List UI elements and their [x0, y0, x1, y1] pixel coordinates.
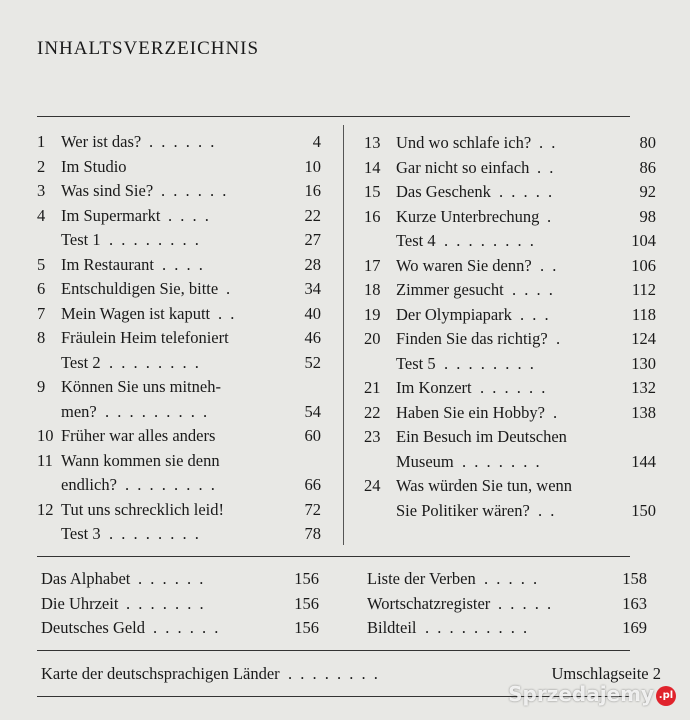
toc-entry-number: 21	[364, 378, 381, 397]
toc-entry-dots: . . . . . . . .	[444, 231, 536, 250]
toc-entry[interactable]	[37, 302, 321, 326]
toc-entry[interactable]	[364, 254, 656, 278]
toc-entry-number: 20	[364, 329, 381, 348]
toc-entry-page: 66	[304, 475, 321, 494]
toc-entry-number: 3	[37, 181, 46, 200]
toc-entry-title: men?	[61, 401, 97, 421]
toc-entry[interactable]	[37, 473, 321, 497]
toc-entry-title: Fräulein Heim telefoniert	[61, 328, 229, 347]
toc-entry-title: Finden Sie das richtig?	[396, 329, 548, 348]
toc-entry-number: 17	[364, 255, 381, 275]
toc-entry-number: 5	[37, 254, 46, 274]
toc-entry-title: Früher war alles anders	[61, 426, 216, 445]
toc-entry-page: 156	[294, 618, 319, 637]
toc-entry-dots: . .	[537, 157, 556, 177]
toc-entry-number: 1	[37, 132, 46, 151]
toc-entry-title: Und wo schlafe ich?	[396, 133, 532, 152]
appendix-divider	[37, 556, 630, 557]
toc-entry-title: Können Sie uns mitneh-	[61, 377, 221, 396]
toc-entry[interactable]	[41, 616, 319, 640]
toc-entry-dots: . . . .	[512, 280, 555, 299]
toc-entry[interactable]	[364, 205, 656, 229]
toc-entry-page: 144	[631, 451, 656, 471]
toc-entry-title: Wo waren Sie denn?	[396, 255, 532, 275]
toc-entry-dots: . . .	[520, 304, 551, 324]
toc-entry-page: 124	[631, 329, 656, 348]
toc-entry-dots: .	[553, 402, 560, 422]
page-title: INHALTSVERZEICHNIS	[37, 38, 260, 59]
toc-entry-dots: . . . . . . . . .	[105, 401, 210, 421]
toc-entry-title: Kurze Unterbrechung	[396, 206, 540, 226]
toc-entry-dots: . . . . .	[499, 182, 555, 201]
top-divider	[37, 116, 630, 117]
toc-entry-dots: . . . . .	[484, 569, 540, 588]
toc-entry-page: 158	[622, 569, 647, 588]
toc-entry[interactable]	[37, 277, 321, 301]
toc-entry[interactable]	[364, 499, 656, 523]
toc-entry-title: Bildteil	[367, 618, 417, 637]
toc-entry-page: 28	[304, 254, 321, 274]
toc-entry-page: 16	[304, 181, 321, 200]
toc-entry-title: Die Uhrzeit	[41, 593, 119, 613]
toc-entry-title: Wortschatzregister	[367, 593, 491, 613]
toc-entry-page: 54	[304, 401, 321, 421]
toc-entry-title: Zimmer gesucht	[396, 280, 504, 299]
toc-entry[interactable]	[364, 156, 656, 180]
toc-entry-dots: .	[226, 279, 233, 298]
toc-entry-number: 6	[37, 279, 46, 298]
toc-entry-page: 22	[304, 205, 321, 225]
toc-entry[interactable]	[364, 352, 656, 376]
toc-entry-dots: . . . .	[162, 254, 205, 274]
toc-entry-dots: . .	[538, 500, 557, 520]
toc-entry[interactable]	[41, 567, 319, 591]
toc-entry[interactable]	[364, 131, 656, 155]
toc-entry-page: 156	[294, 593, 319, 613]
toc-entry-page: 46	[304, 328, 321, 347]
toc-entry-title: Im Konzert	[396, 378, 472, 397]
toc-entry-number: 9	[37, 377, 46, 396]
toc-entry[interactable]	[364, 401, 656, 425]
toc-entry-dots: . . . . . .	[149, 132, 217, 151]
toc-entry-dots: . . . .	[168, 205, 211, 225]
toc-entry-title: Wer ist das?	[61, 132, 142, 151]
toc-entry-page: 104	[631, 231, 656, 250]
footer-entry-page: Umschlagseite 2	[551, 664, 661, 683]
toc-entry-dots: . . . . . .	[480, 378, 548, 397]
toc-entry-page: 4	[312, 132, 321, 151]
toc-entry-title: Das Alphabet	[41, 569, 131, 588]
toc-entry[interactable]	[367, 592, 647, 616]
toc-entry-page: 156	[294, 569, 319, 588]
toc-entry-page: 10	[304, 156, 321, 176]
footer-entry-title: Karte der deutschsprachigen Länder	[41, 664, 280, 683]
toc-entry-title: Haben Sie ein Hobby?	[396, 402, 545, 422]
toc-entry[interactable]	[37, 130, 321, 154]
toc-entry-title: Im Restaurant	[61, 254, 155, 274]
toc-entry[interactable]	[41, 592, 319, 616]
toc-entry-title: Test 4	[396, 231, 436, 250]
toc-entry-number: 11	[37, 450, 53, 470]
toc-entry[interactable]	[364, 278, 656, 302]
toc-entry-title: Deutsches Geld	[41, 618, 146, 637]
toc-entry-number: 2	[37, 156, 46, 176]
watermark-badge: .pl	[656, 686, 676, 706]
toc-entry-title: Sie Politiker wären?	[396, 500, 530, 520]
toc-entry-dots: . . . . . . .	[126, 593, 206, 613]
toc-entry-title: Das Geschenk	[396, 182, 491, 201]
toc-entry-number: 18	[364, 280, 381, 299]
toc-entry-page: 60	[304, 426, 321, 445]
toc-entry-number: 19	[364, 304, 381, 324]
toc-entry-title: Museum	[396, 451, 454, 471]
toc-entry-page: 169	[622, 618, 647, 637]
toc-entry-title: Entschuldigen Sie, bitte	[61, 279, 219, 298]
toc-entry[interactable]	[367, 567, 647, 591]
toc-entry-dots: . . . . . .	[161, 181, 229, 200]
toc-entry[interactable]	[364, 450, 656, 474]
toc-entry-page: 40	[304, 303, 321, 323]
toc-entry-page: 80	[639, 133, 656, 152]
toc-entry-title: Gar nicht so einfach	[396, 157, 530, 177]
toc-entry-number: 15	[364, 182, 381, 201]
toc-entry[interactable]	[364, 229, 656, 253]
toc-entry[interactable]	[37, 155, 321, 179]
toc-entry-number: 13	[364, 133, 381, 152]
toc-entry-number: 4	[37, 205, 46, 225]
toc-entry[interactable]	[364, 303, 656, 327]
toc-entry[interactable]	[364, 327, 656, 351]
toc-entry-number: 24	[364, 476, 381, 495]
toc-entry[interactable]	[367, 616, 647, 640]
toc-entry-page: 106	[631, 255, 656, 275]
toc-entry-page: 118	[631, 304, 656, 324]
toc-entry-dots: . . . . . . . .	[109, 230, 201, 249]
toc-entry[interactable]	[37, 449, 321, 473]
toc-entry-page: 112	[631, 280, 656, 299]
toc-entry-page: 72	[304, 499, 321, 519]
toc-entry-page: 78	[304, 524, 321, 543]
toc-entry-number: 23	[364, 427, 381, 446]
toc-entry-title: Was sind Sie?	[61, 181, 154, 200]
toc-entry-page: 132	[631, 378, 656, 397]
toc-entry-title: Ein Besuch im Deutschen	[396, 427, 567, 446]
toc-entry[interactable]	[37, 498, 321, 522]
toc-entry-dots: .	[556, 329, 563, 348]
toc-entry-page: 34	[304, 279, 321, 298]
toc-entry-title: Im Supermarkt	[61, 205, 161, 225]
toc-entry-dots: . .	[540, 255, 559, 275]
toc-entry-dots: . . . . . . . .	[109, 352, 201, 372]
toc-entry[interactable]	[37, 204, 321, 228]
toc-entry-title: Test 5	[396, 353, 436, 373]
toc-entry-number: 10	[37, 426, 54, 445]
toc-entry-dots: . . . . . . . . .	[425, 618, 530, 637]
toc-entry-dots: . .	[539, 133, 558, 152]
toc-entry[interactable]	[37, 253, 321, 277]
toc-entry-title: Wann kommen sie denn	[61, 450, 220, 470]
toc-entry-page: 86	[639, 157, 656, 177]
toc-entry[interactable]	[364, 474, 656, 498]
toc-entry-dots: .	[547, 206, 554, 226]
toc-entry[interactable]	[364, 425, 656, 449]
toc-entry-number: 22	[364, 402, 381, 422]
toc-entry-number: 16	[364, 206, 381, 226]
toc-entry-title: Test 3	[61, 524, 101, 543]
toc-entry-number: 12	[37, 499, 54, 519]
toc-entry-dots: . . . . . .	[138, 569, 206, 588]
toc-entry-title: Test 1	[61, 230, 101, 249]
toc-entry-title: Test 2	[61, 352, 101, 372]
toc-entry[interactable]	[37, 522, 321, 546]
toc-entry[interactable]	[364, 376, 656, 400]
toc-entry-title: Im Studio	[61, 156, 127, 176]
toc-entry-number: 7	[37, 303, 46, 323]
toc-entry[interactable]	[37, 351, 321, 375]
toc-entry[interactable]	[37, 400, 321, 424]
toc-entry-page: 98	[639, 206, 656, 226]
toc-entry-page: 92	[639, 182, 656, 201]
toc-entry-page: 138	[631, 402, 656, 422]
toc-entry-title: Der Olympiapark	[396, 304, 512, 324]
toc-entry-dots: . .	[218, 303, 237, 323]
watermark-text: Sprzedajemy	[508, 682, 654, 706]
toc-entry-title: Was würden Sie tun, wenn	[396, 476, 573, 495]
toc-entry-page: 52	[304, 352, 321, 372]
toc-entry[interactable]	[37, 228, 321, 252]
watermark-logo	[508, 682, 676, 706]
footer-divider	[37, 650, 630, 651]
toc-entry-title: Tut uns schrecklich leid!	[61, 499, 224, 519]
toc-entry-dots: . . . . . . . .	[444, 353, 536, 373]
toc-entry-dots: . . . . . . . .	[125, 475, 217, 494]
column-divider	[343, 125, 344, 545]
toc-entry-dots: . . . . . . .	[462, 451, 542, 471]
toc-entry-page: 27	[304, 230, 321, 249]
toc-entry[interactable]	[364, 180, 656, 204]
toc-entry-number: 14	[364, 157, 381, 177]
toc-entry-page: 163	[622, 593, 647, 613]
toc-entry[interactable]	[37, 375, 321, 399]
toc-entry-page: 130	[631, 353, 656, 373]
toc-entry-dots: . . . . . . . .	[109, 524, 201, 543]
footer-entry-dots: . . . . . . . .	[288, 664, 380, 683]
toc-entry-title: Mein Wagen ist kaputt	[61, 303, 211, 323]
toc-entry-title: endlich?	[61, 475, 117, 494]
toc-entry-number: 8	[37, 328, 46, 347]
toc-entry-title: Liste der Verben	[367, 569, 476, 588]
toc-entry[interactable]	[37, 424, 321, 448]
toc-entry-dots: . . . . .	[498, 593, 554, 613]
toc-entry-page: 150	[631, 500, 656, 520]
toc-entry-dots: . . . . . .	[153, 618, 221, 637]
toc-entry[interactable]	[37, 326, 321, 350]
toc-entry[interactable]	[37, 179, 321, 203]
